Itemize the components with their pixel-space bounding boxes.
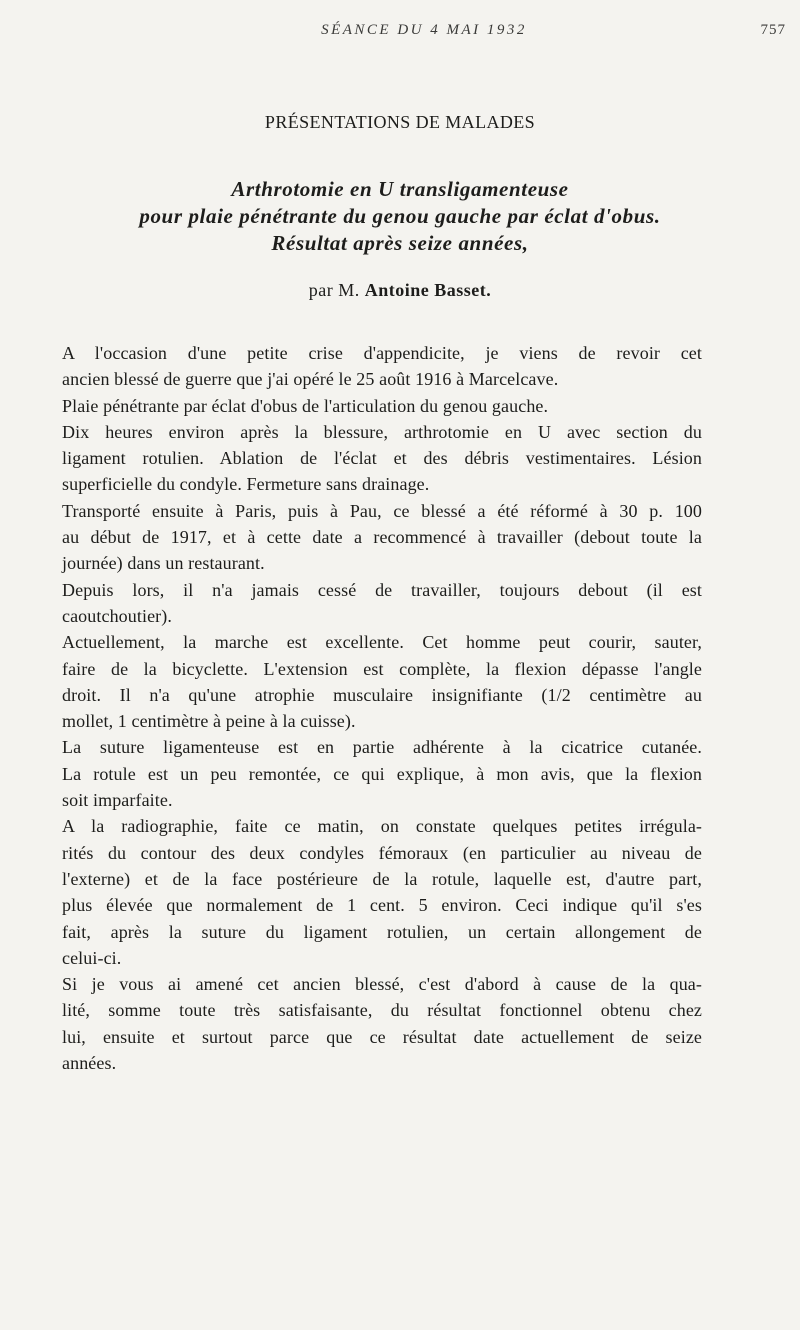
body-line: celui-ci. xyxy=(62,947,122,968)
body-line: années. xyxy=(62,1053,117,1074)
byline-prefix: par M. xyxy=(308,280,360,300)
body-line: Depuis lors, il n'a jamais cessé de travailler, toujours debout (il est xyxy=(62,579,702,600)
author-name: Antoine Basset. xyxy=(364,280,492,300)
body-line: lui, ensuite et surtout parce que ce résultat date actuellement de seize xyxy=(62,1026,702,1047)
page-number: 757 xyxy=(760,22,786,38)
title-line: Arthrotomie en U transligamenteuse xyxy=(231,177,569,201)
article-title xyxy=(40,176,760,257)
body-line: La rotule est un peu remontée, ce qui explique, à mon avis, que la flexion xyxy=(62,763,702,784)
article-body xyxy=(62,340,702,1076)
body-line: fait, après la suture du ligament rotulien, un certain allongement de xyxy=(62,921,702,942)
body-line: A la radiographie, faite ce matin, on constate quelques petites irrégula- xyxy=(62,816,702,837)
body-line: mollet, 1 centimètre à peine à la cuisse). xyxy=(62,711,356,732)
body-line: au début de 1917, et à cette date a recommencé à travailler (debout toute la xyxy=(62,527,702,548)
body-line: Transporté ensuite à Paris, puis à Pau, ce blessé a été réformé à 30 p. 100 xyxy=(62,500,702,521)
body-line: l'externe) et de la face postérieure de la rotule, laquelle est, d'autre part, xyxy=(62,868,702,889)
body-line: rités du contour des deux condyles fémoraux (en particulier au niveau de xyxy=(62,842,702,863)
byline xyxy=(0,280,800,301)
body-line: La suture ligamenteuse est en partie adhérente à la cicatrice cutanée. xyxy=(62,737,702,758)
title-line: Résultat après seize années, xyxy=(271,231,529,255)
body-line: Actuellement, la marche est excellente. Cet homme peut courir, sauter, xyxy=(62,632,702,653)
body-line: ligament rotulien. Ablation de l'éclat et des débris vestimentaires. Lésion xyxy=(62,448,702,469)
body-line: plus élevée que normalement de 1 cent. 5 environ. Ceci indique qu'il s'es xyxy=(62,895,702,916)
body-line: soit imparfaite. xyxy=(62,790,173,811)
section-heading: PRÉSENTATIONS DE MALADES xyxy=(264,112,536,132)
running-title: SÉANCE DU 4 MAI 1932 xyxy=(321,22,527,38)
body-line: lité, somme toute très satisfaisante, du résultat fonctionnel obtenu chez xyxy=(62,1000,702,1021)
body-line: droit. Il n'a qu'une atrophie musculaire insignifiante (1/2 centimètre au xyxy=(62,684,702,705)
body-line: ancien blessé de guerre que j'ai opéré le 25 août 1916 à Marcelcave. xyxy=(62,369,559,390)
running-head xyxy=(62,22,786,46)
body-line: superficielle du condyle. Fermeture sans drainage. xyxy=(62,474,430,495)
body-line: caoutchoutier). xyxy=(62,605,172,626)
body-line: journée) dans un restaurant. xyxy=(62,553,265,574)
body-line: Plaie pénétrante par éclat d'obus de l'articulation du genou gauche. xyxy=(62,395,549,416)
body-line: A l'occasion d'une petite crise d'appendicite, je viens de revoir cet xyxy=(62,343,702,363)
body-line: Dix heures environ après la blessure, arthrotomie en U avec section du xyxy=(62,421,702,442)
body-line: faire de la bicyclette. L'extension est complète, la flexion dépasse l'angle xyxy=(62,658,702,679)
title-line: pour plaie pénétrante du genou gauche par éclat d'obus. xyxy=(139,204,661,228)
body-line: Si je vous ai amené cet ancien blessé, c'est d'abord à cause de la qua- xyxy=(62,974,702,995)
